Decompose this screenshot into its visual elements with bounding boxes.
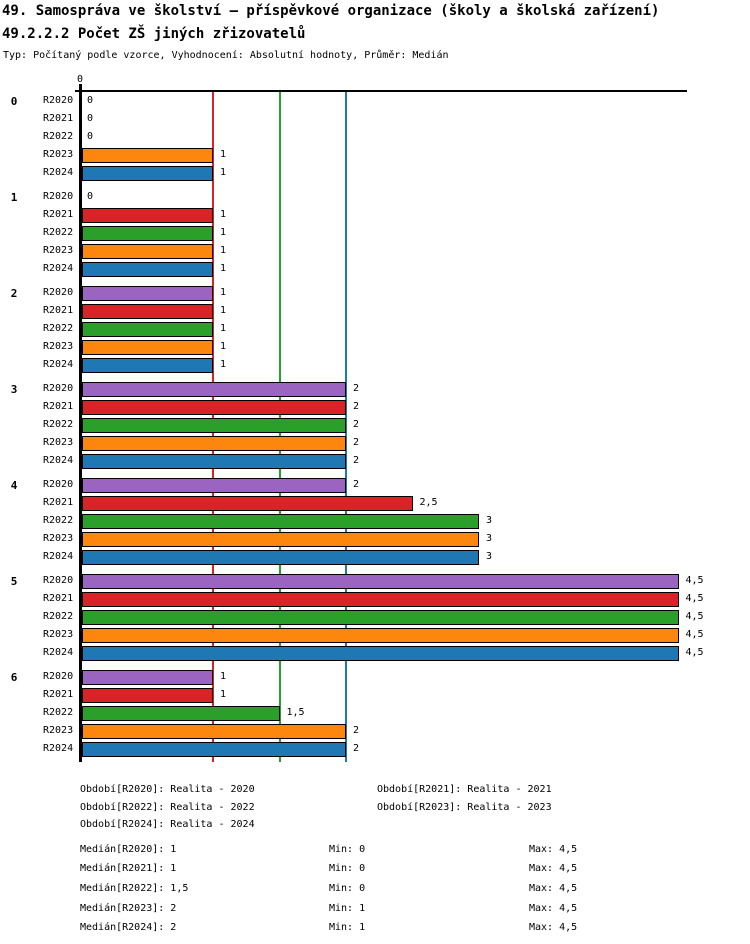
series-label-R2024: R2024 (43, 551, 74, 562)
bar-R2023-group-3 (82, 436, 346, 451)
bar-value-label: 2 (353, 455, 360, 466)
series-label-R2021: R2021 (43, 401, 74, 412)
series-label-R2022: R2022 (43, 515, 74, 526)
series-label-R2021: R2021 (43, 113, 74, 124)
legend-max-value: Max: 4,5 (529, 903, 578, 914)
legend-median-value: Medián[R2023]: 2 (80, 903, 177, 914)
bar-R2024-group-0 (82, 166, 213, 181)
series-label-R2022: R2022 (43, 419, 74, 430)
bar-R2022-group-2 (82, 322, 213, 337)
bar-R2021-group-2 (82, 304, 213, 319)
bar-value-label: 1 (220, 287, 227, 298)
bar-R2023-group-2 (82, 340, 213, 355)
bar-value-label: 3 (486, 533, 493, 544)
bar-value-label: 0 (87, 113, 94, 124)
bar-R2024-group-1 (82, 262, 213, 277)
series-label-R2023: R2023 (43, 533, 74, 544)
legend-period-item: Období[R2022]: Realita - 2022 (80, 802, 255, 813)
bar-value-label: 0 (87, 95, 94, 106)
bar-R2021-group-4 (82, 496, 413, 511)
series-label-R2022: R2022 (43, 707, 74, 718)
series-label-R2022: R2022 (43, 227, 74, 238)
series-label-R2023: R2023 (43, 629, 74, 640)
bar-R2022-group-1 (82, 226, 213, 241)
legend-max-value: Max: 4,5 (529, 922, 578, 933)
series-label-R2023: R2023 (43, 245, 74, 256)
bar-value-label: 1 (220, 671, 227, 682)
series-label-R2023: R2023 (43, 725, 74, 736)
group-label: 6 (10, 671, 18, 684)
legend-min-value: Min: 0 (329, 883, 366, 894)
bar-R2021-group-5 (82, 592, 679, 607)
bar-R2024-group-4 (82, 550, 479, 565)
legend-period-item: Období[R2023]: Realita - 2023 (377, 802, 552, 813)
series-label-R2020: R2020 (43, 383, 74, 394)
bar-R2024-group-3 (82, 454, 346, 469)
group-label: 1 (10, 191, 18, 204)
series-label-R2020: R2020 (43, 95, 74, 106)
bar-value-label: 4,5 (685, 575, 704, 586)
series-label-R2021: R2021 (43, 593, 74, 604)
bar-value-label: 2 (353, 479, 360, 490)
legend-median-value: Medián[R2024]: 2 (80, 922, 177, 933)
bar-value-label: 1 (220, 149, 227, 160)
legend-min-value: Min: 0 (329, 863, 366, 874)
bar-value-label: 3 (486, 515, 493, 526)
bar-R2024-group-6 (82, 742, 346, 757)
bar-R2023-group-1 (82, 244, 213, 259)
bar-R2022-group-5 (82, 610, 679, 625)
bar-value-label: 1 (220, 227, 227, 238)
bar-value-label: 4,5 (685, 629, 704, 640)
bar-value-label: 2,5 (419, 497, 438, 508)
group-label: 3 (10, 383, 18, 396)
legend-median-value: Medián[R2020]: 1 (80, 844, 177, 855)
series-label-R2021: R2021 (43, 689, 74, 700)
bar-value-label: 1 (220, 167, 227, 178)
bar-R2021-group-3 (82, 400, 346, 415)
bar-value-label: 2 (353, 419, 360, 430)
series-label-R2020: R2020 (43, 287, 74, 298)
bar-R2023-group-5 (82, 628, 679, 643)
bar-R2023-group-6 (82, 724, 346, 739)
report-subtitle: 49.2.2.2 Počet ZŠ jiných zřizovatelů (2, 26, 306, 42)
bar-R2022-group-4 (82, 514, 479, 529)
series-label-R2021: R2021 (43, 497, 74, 508)
bar-value-label: 1,5 (286, 707, 305, 718)
group-label: 0 (10, 95, 18, 108)
bar-R2022-group-3 (82, 418, 346, 433)
bar-R2024-group-5 (82, 646, 679, 661)
series-label-R2020: R2020 (43, 575, 74, 586)
bar-value-label: 0 (87, 131, 94, 142)
legend-period-item: Období[R2024]: Realita - 2024 (80, 819, 255, 830)
bar-R2024-group-2 (82, 358, 213, 373)
bar-R2023-group-4 (82, 532, 479, 547)
group-label: 4 (10, 479, 18, 492)
series-label-R2024: R2024 (43, 743, 74, 754)
bar-value-label: 3 (486, 551, 493, 562)
series-label-R2024: R2024 (43, 359, 74, 370)
series-label-R2023: R2023 (43, 341, 74, 352)
report-title: 49. Samospráva ve školství – příspěvkové organizace (školy a školská zařízení) (2, 3, 660, 19)
series-label-R2022: R2022 (43, 131, 74, 142)
legend-max-value: Max: 4,5 (529, 844, 578, 855)
bar-value-label: 2 (353, 437, 360, 448)
series-label-R2024: R2024 (43, 455, 74, 466)
bar-value-label: 4,5 (685, 593, 704, 604)
series-label-R2020: R2020 (43, 191, 74, 202)
bar-R2020-group-4 (82, 478, 346, 493)
bar-value-label: 1 (220, 305, 227, 316)
bar-value-label: 4,5 (685, 647, 704, 658)
bar-R2022-group-6 (82, 706, 280, 721)
bar-value-label: 1 (220, 323, 227, 334)
legend-period-item: Období[R2020]: Realita - 2020 (80, 784, 255, 795)
series-label-R2020: R2020 (43, 479, 74, 490)
chart-legend (0, 775, 750, 944)
group-label: 5 (10, 575, 18, 588)
legend-max-value: Max: 4,5 (529, 883, 578, 894)
legend-max-value: Max: 4,5 (529, 863, 578, 874)
series-label-R2023: R2023 (43, 437, 74, 448)
bar-value-label: 2 (353, 725, 360, 736)
bar-value-label: 1 (220, 341, 227, 352)
bar-value-label: 0 (87, 191, 94, 202)
bar-value-label: 2 (353, 743, 360, 754)
legend-median-value: Medián[R2021]: 1 (80, 863, 177, 874)
bar-R2023-group-0 (82, 148, 213, 163)
bar-value-label: 1 (220, 263, 227, 274)
series-label-R2024: R2024 (43, 647, 74, 658)
bar-value-label: 1 (220, 245, 227, 256)
bar-value-label: 1 (220, 689, 227, 700)
series-label-R2024: R2024 (43, 263, 74, 274)
legend-period-item: Období[R2021]: Realita - 2021 (377, 784, 552, 795)
bar-value-label: 1 (220, 209, 227, 220)
bar-R2021-group-6 (82, 688, 213, 703)
bar-value-label: 2 (353, 401, 360, 412)
legend-min-value: Min: 1 (329, 922, 366, 933)
bar-value-label: 4,5 (685, 611, 704, 622)
bar-value-label: 2 (353, 383, 360, 394)
bar-R2020-group-6 (82, 670, 213, 685)
bar-R2020-group-3 (82, 382, 346, 397)
bar-R2021-group-1 (82, 208, 213, 223)
series-label-R2022: R2022 (43, 611, 74, 622)
legend-min-value: Min: 0 (329, 844, 366, 855)
bar-R2020-group-2 (82, 286, 213, 301)
legend-median-value: Medián[R2022]: 1,5 (80, 883, 189, 894)
x-axis-line (75, 90, 687, 92)
bar-value-label: 1 (220, 359, 227, 370)
legend-min-value: Min: 1 (329, 903, 366, 914)
group-label: 2 (10, 287, 18, 300)
series-label-R2024: R2024 (43, 167, 74, 178)
report-meta-line: Typ: Počítaný podle vzorce, Vyhodnocení: Absolutní hodnoty, Průměr: Medián (3, 50, 449, 61)
series-label-R2023: R2023 (43, 149, 74, 160)
series-label-R2022: R2022 (43, 323, 74, 334)
x-axis-zero-tick-label: 0 (76, 74, 84, 85)
series-label-R2020: R2020 (43, 671, 74, 682)
series-label-R2021: R2021 (43, 305, 74, 316)
series-label-R2021: R2021 (43, 209, 74, 220)
bar-R2020-group-5 (82, 574, 679, 589)
